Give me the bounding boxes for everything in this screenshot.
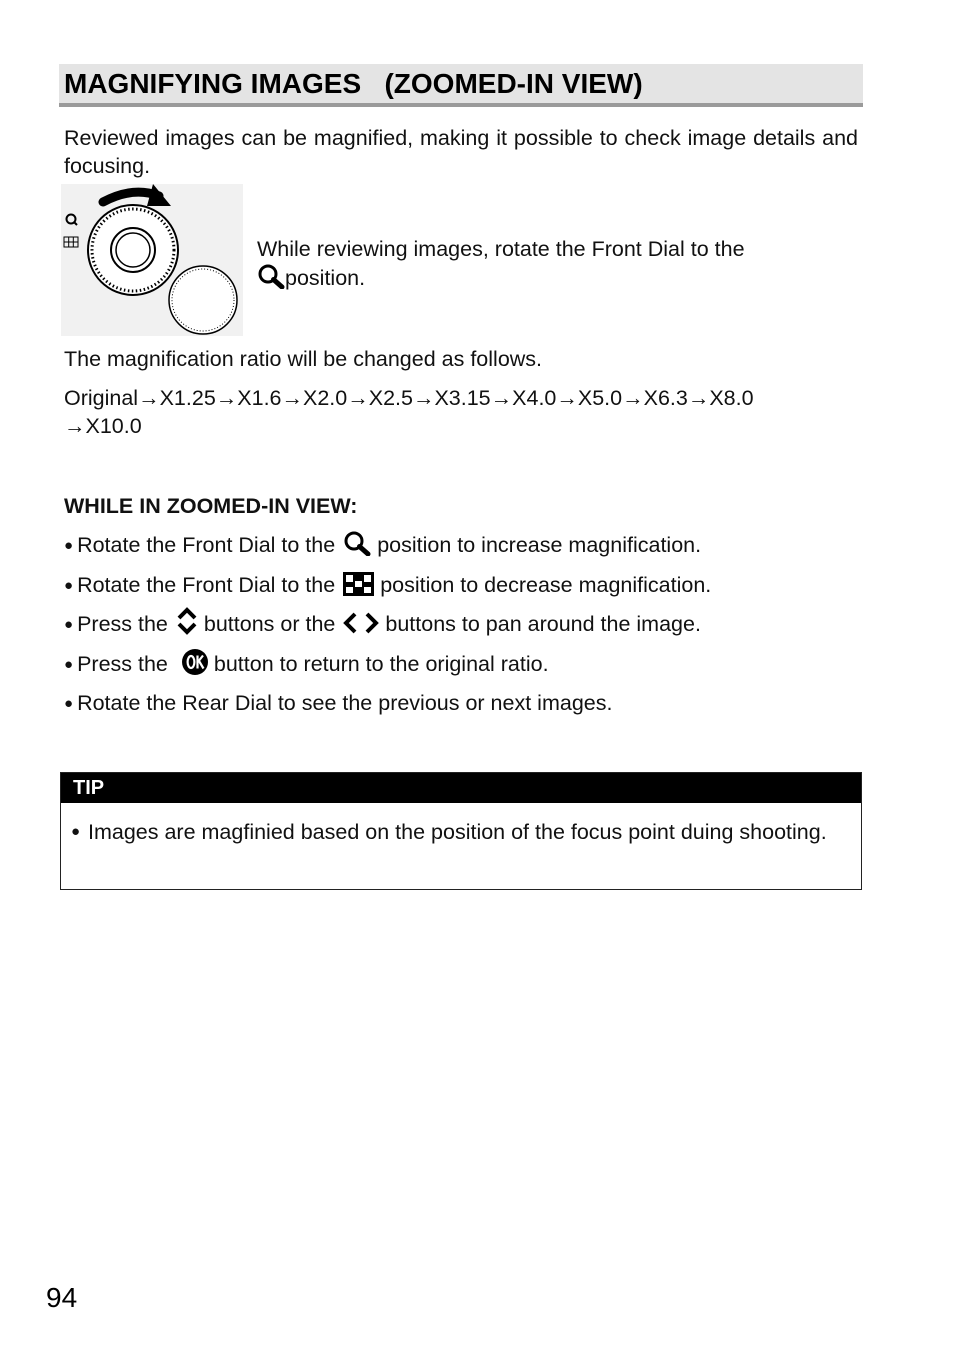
title-bar	[59, 64, 863, 107]
tip-text: Images are magfinied based on the position of the focus point duing shooting.	[88, 820, 827, 844]
list-item-text: Press the	[77, 651, 168, 676]
up-down-arrows-icon	[176, 607, 198, 635]
tip-header: TIP	[61, 773, 861, 803]
list-item	[64, 686, 858, 726]
page-title: MAGNIFYING IMAGES (ZOOMED-IN VIEW)	[64, 68, 643, 99]
list-item	[64, 607, 858, 647]
dial-instruction	[257, 235, 858, 292]
bullet-dot: ●	[64, 616, 74, 633]
dial-instruction-after: position.	[285, 266, 366, 290]
tip-body	[71, 818, 847, 846]
list-item-text: buttons or the	[203, 612, 336, 636]
ratio-intro: The magnification ratio will be changed as follows.	[64, 347, 543, 371]
thumbnail-grid-icon	[343, 572, 374, 596]
bullet-dot: ●	[64, 537, 74, 554]
list-item-text: Rotate the Rear Dial to see the previous or next images.	[77, 691, 613, 715]
page-number: 94	[46, 1282, 78, 1313]
front-dial-icon	[61, 184, 243, 336]
list-item-text: Rotate the Front Dial to the	[77, 533, 336, 557]
bullet-dot: ●	[64, 576, 74, 594]
ok-button-icon	[182, 649, 208, 675]
list-item-text: position to increase magnification.	[377, 533, 702, 557]
intro-paragraph: Reviewed images can be magnified, making it possible to check image details and focusing.	[64, 126, 858, 178]
tip-box	[60, 772, 862, 890]
front-dial-illustration	[61, 184, 243, 336]
bullet-dot: ●	[64, 695, 74, 712]
list-item	[64, 528, 858, 568]
list-item-text: button to return to the original ratio.	[213, 651, 549, 676]
left-right-arrows-icon	[343, 611, 379, 635]
bullet-dot: ●	[64, 655, 74, 673]
list-item	[64, 647, 858, 687]
list-item-text: buttons to pan around the image.	[385, 612, 701, 636]
zoomed-view-list	[64, 528, 858, 726]
list-item-text: position to decrease magnification.	[380, 572, 712, 597]
dial-instruction-before: While reviewing images, rotate the Front Dial to the	[257, 237, 745, 261]
list-item-text: Rotate the Front Dial to the	[77, 572, 336, 597]
ratio-sequence: Original→X1.25→X1.6→X2.0→X2.5→X3.15→X4.0→X5.0→X6.3→X8.0 →X10.0	[64, 386, 754, 438]
list-item-text: Press the	[77, 612, 168, 636]
magnify-icon	[257, 263, 285, 289]
bullet-dot: ●	[71, 823, 81, 840]
list-item	[64, 568, 858, 608]
zoomed-view-heading: WHILE IN ZOOMED-IN VIEW:	[64, 494, 358, 518]
magnify-icon	[343, 530, 371, 556]
